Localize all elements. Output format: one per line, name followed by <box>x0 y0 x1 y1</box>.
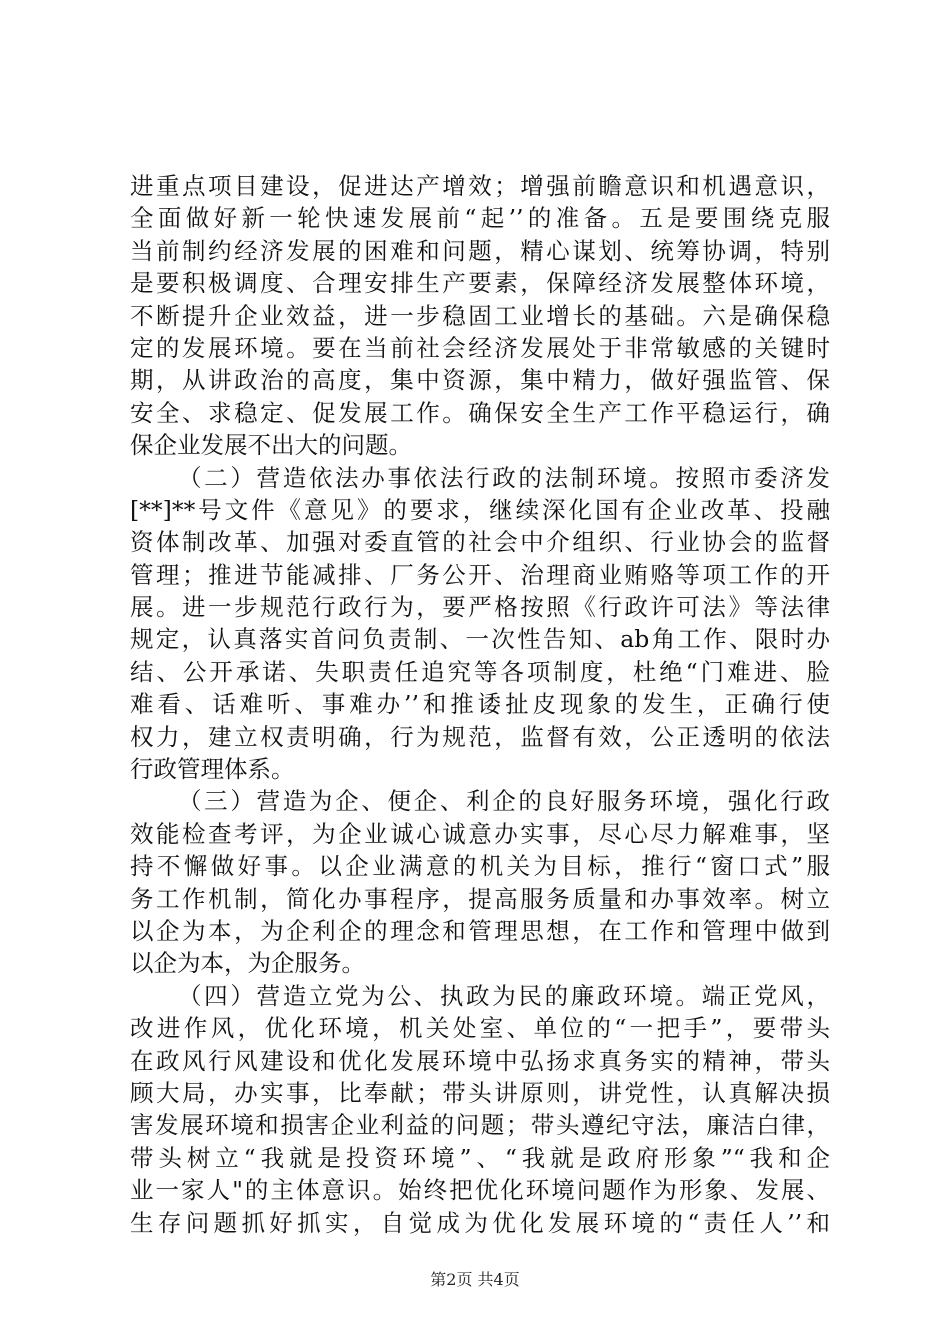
text-line: 权力，建立权责明确，行为规范，监督有效，公正透明的依法 <box>130 722 830 751</box>
document-body <box>130 170 830 1239</box>
text-line: [**]**号文件《意见》的要求，继续深化国有企业改革、投融 <box>130 495 830 524</box>
text-line: 生存问题抓好抓实，自觉成为优化发展环境的“责任人’’和 <box>130 1208 830 1237</box>
text-line: （二）营造依法办事依法行政的法制环境。按照市委济发 <box>178 463 830 492</box>
text-line: 进重点项目建设，促进达产增效；增强前瞻意识和机遇意识， <box>130 172 830 200</box>
text-line: 不断提升企业效益，进一步稳固工业增长的基础。六是确保稳 <box>130 301 830 330</box>
text-line: 全面做好新一轮快速发展前“起’’的准备。五是要围绕克服 <box>130 204 830 233</box>
text-line: 结、公开承诺、失职责任追究等各项制度，杜绝“门难进、脸 <box>130 657 830 686</box>
text-line: 务工作机制，简化办事程序，提高服务质量和办事效率。树立 <box>130 884 830 913</box>
text-line: 是要积极调度、合理安排生产要素，保障经济发展整体环境， <box>130 269 830 298</box>
text-line: 展。进一步规范行政行为，要严格按照《行政许可法》等法律 <box>130 593 830 622</box>
text-line: 害发展环境和损害企业利益的问题；带头遵纪守法，廉洁白律， <box>130 1111 830 1140</box>
text-line: 安全、求稳定、促发展工作。确保安全生产工作平稳运行，确 <box>130 398 830 427</box>
text-line: 改进作风，优化环境，机关处室、单位的“一把手”，要带头 <box>130 1014 830 1043</box>
text-line: 资体制改革、加强对委直管的社会中介组织、行业协会的监督 <box>130 528 830 557</box>
text-line: 以企为本，为企利企的理念和管理思想，在工作和管理中做到 <box>130 916 830 945</box>
text-line: 规定，认真落实首问负责制、一次性告知、ab角工作、限时办 <box>130 625 830 654</box>
text-line: 难看、话难听、事难办’’和推诿扯皮现象的发生，正确行使 <box>130 690 830 719</box>
text-line: 效能检查考评，为企业诚心诚意办实事，尽心尽力解难事，坚 <box>130 819 830 848</box>
text-line: 业一家人"的主体意识。始终把优化环境问题作为形象、发展、 <box>130 1176 830 1205</box>
text-line: 行政管理体系。 <box>130 755 295 784</box>
text-line: 带头树立“我就是投资环境”、“我就是政府形象”“我和企 <box>130 1143 830 1172</box>
text-line: 持不懈做好事。以企业满意的机关为目标，推行“窗口式”服 <box>130 852 830 881</box>
text-line: 保企业发展不出大的问题。 <box>130 431 412 460</box>
text-line: 以企为本，为企服务。 <box>130 949 365 978</box>
text-line: 管理；推进节能减排、厂务公开、治理商业贿赂等项工作的开 <box>130 560 830 589</box>
text-line: 在政风行风建设和优化发展环境中弘扬求真务实的精神，带头 <box>130 1046 830 1075</box>
text-line: 当前制约经济发展的困难和问题，精心谋划、统筹协调，特别 <box>130 236 830 265</box>
text-line: （三）营造为企、便企、利企的良好服务环境，强化行政 <box>178 787 830 816</box>
text-line: （四）营造立党为公、执政为民的廉政环境。端正党风， <box>178 981 830 1010</box>
text-line: 顾大局，办实事，比奉献；带头讲原则，讲党性，认真解决损 <box>130 1078 830 1107</box>
text-line: 定的发展环境。要在当前社会经济发展处于非常敏感的关键时 <box>130 333 830 362</box>
text-line: 期，从讲政治的高度，集中资源，集中精力，做好强监管、保 <box>130 366 830 395</box>
page-footer: 第2页 共4页 <box>430 1270 520 1289</box>
